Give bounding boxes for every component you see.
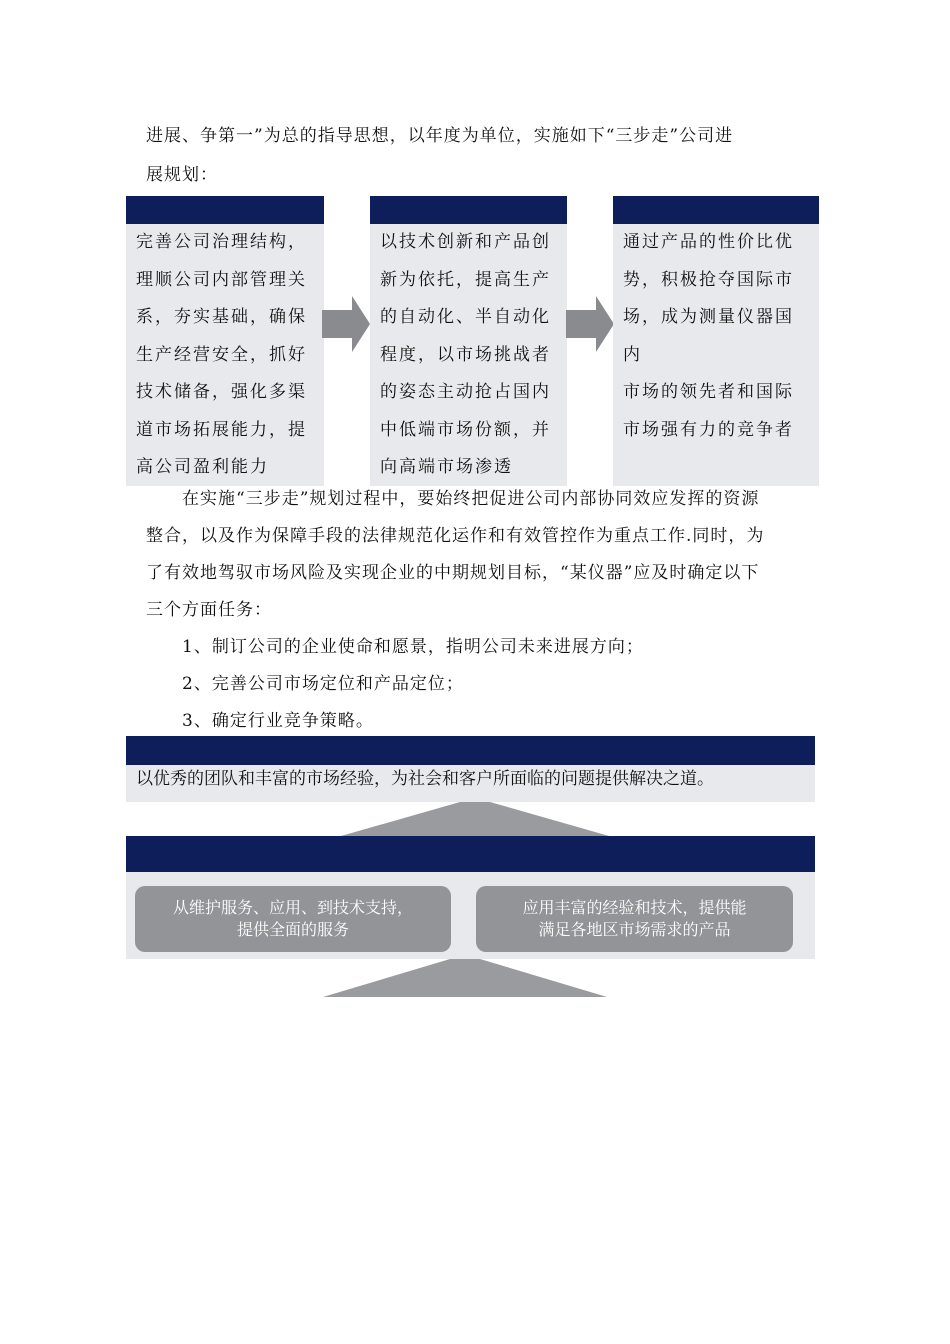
service-pillar xyxy=(135,886,451,952)
step-3-panel xyxy=(613,224,819,486)
intro-line-1: 进展、争第一”为总的指导思想，以年度为单位，实施如下“三步走”公司进 xyxy=(146,126,734,146)
step-2-line: 新为依托，提高生产 xyxy=(380,269,551,290)
step-1-panel xyxy=(126,224,324,486)
step-1-line: 完善公司治理结构， xyxy=(136,232,307,252)
product-pillar-line: 应用丰富的经验和技术，提供能 xyxy=(522,898,747,917)
mission-header-bar xyxy=(126,736,815,765)
step-1-line: 高公司盈利能力 xyxy=(136,457,269,477)
step-2-panel xyxy=(370,224,567,486)
step-2-line: 的自动化、半自动化 xyxy=(380,307,551,327)
product-pillar xyxy=(476,886,793,952)
step-3-line: 市场的领先者和国际 xyxy=(623,382,794,402)
step-3-line: 场，成为测量仪器国内 xyxy=(623,307,794,365)
arrow-right-icon xyxy=(322,296,372,352)
body-line-3: 了有效地驾驭市场风险及实现企业的中期规划目标，“某仪器”应及时确定以下 xyxy=(146,563,760,583)
body-line-2: 整合，以及作为保障手段的法律规范化运作和有效管控作为重点工作.同时，为 xyxy=(146,526,765,546)
step-3-line: 市场强有力的竞争者 xyxy=(623,419,794,440)
step-2-line: 向高端市场渗透 xyxy=(380,457,513,477)
step-2-line: 中低端市场份额，并 xyxy=(380,419,551,440)
step-3-line: 通过产品的性价比优 xyxy=(623,232,794,252)
service-pillar-line: 提供全面的服务 xyxy=(236,920,349,939)
mission-statement: 以优秀的团队和丰富的市场经验，为社会和客户所面临的问题提供解决之道。 xyxy=(136,769,714,789)
step-1-line: 生产经营安全，抓好 xyxy=(136,344,307,365)
trapezoid-base xyxy=(320,959,610,997)
step-1-line: 理顺公司内部管理关 xyxy=(136,269,307,290)
body-line-4: 三个方面任务： xyxy=(146,600,272,620)
step-1-line: 系，夯实基础，确保 xyxy=(136,307,307,327)
step-1-line: 道市场拓展能力，提 xyxy=(136,419,307,440)
step-1-header-bar xyxy=(126,196,324,224)
task-item-1: 1、制订公司的企业使命和愿景，指明公司未来进展方向； xyxy=(182,637,644,657)
product-pillar-line: 满足各地区市场需求的产品 xyxy=(538,920,731,939)
pillars-header-bar xyxy=(126,836,815,872)
service-pillar-line: 从维护服务、应用、到技术支持， xyxy=(172,898,413,917)
step-1-line: 技术储备，强化多渠 xyxy=(136,382,307,402)
step-2-line: 以技术创新和产品创 xyxy=(380,232,551,252)
step-2-header-bar xyxy=(370,196,567,224)
step-2-line: 的姿态主动抢占国内 xyxy=(380,382,551,402)
step-2-line: 程度，以市场挑战者 xyxy=(380,344,551,365)
step-3-header-bar xyxy=(613,196,819,224)
arrow-right-icon xyxy=(566,296,616,352)
step-3-line: 势，积极抢夺国际市 xyxy=(623,269,794,290)
trapezoid-connector xyxy=(330,802,620,838)
task-item-3: 3、确定行业竞争策略。 xyxy=(182,711,374,731)
body-line-1: 在实施“三步走”规划过程中，要始终把促进公司内部协同效应发挥的资源 xyxy=(182,489,760,509)
task-item-2: 2、完善公司市场定位和产品定位； xyxy=(182,674,464,694)
intro-line-2: 展规划： xyxy=(146,165,218,185)
